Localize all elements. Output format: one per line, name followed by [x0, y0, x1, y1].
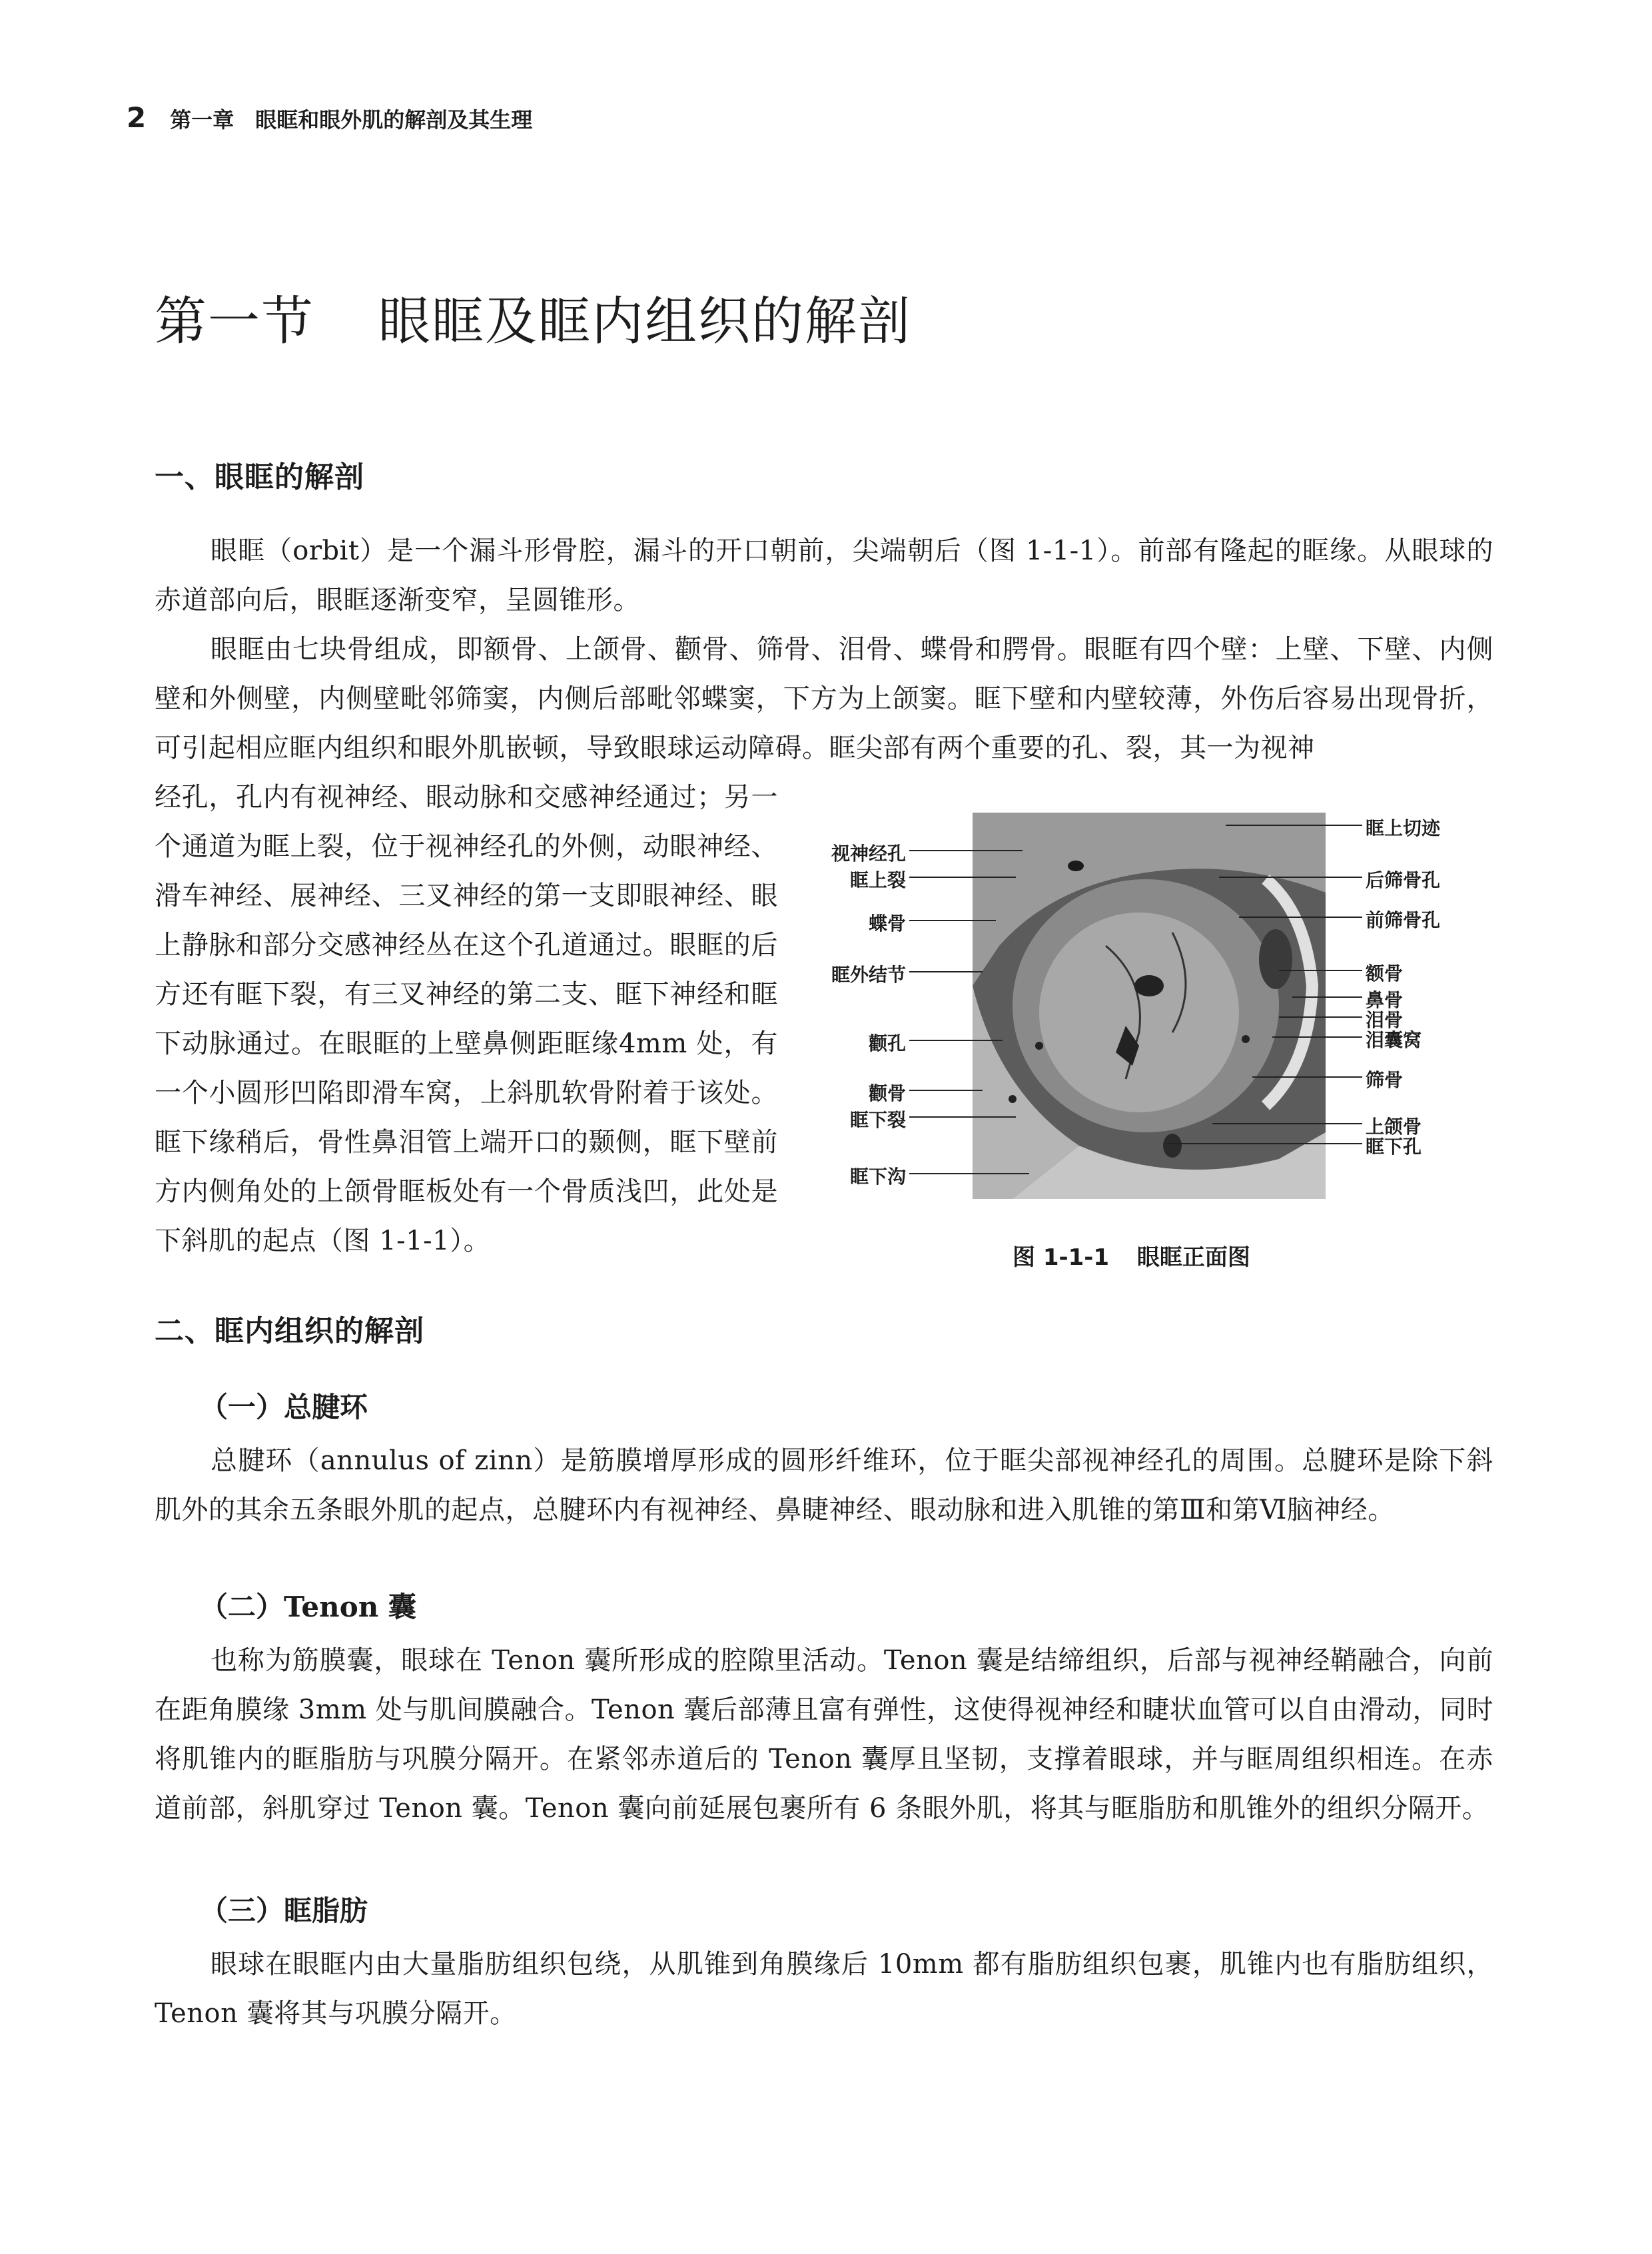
label-frontal-bone: 额骨 [1366, 962, 1404, 984]
section-number: 第一节 [155, 292, 315, 352]
orbit-photo [973, 813, 1326, 1199]
paragraph-orbit-fissures: 经孔，孔内有视神经、眼动脉和交感神经通过；另一个通道为眶上裂，位于视神经孔的外侧，动眼神经、滑车神经、展神经、三叉神经的第一支即眼神经、眼上静脉和部分交感神经丛在这个孔道通过。眼眶的后方还有眶下裂，有三叉神经的第二支、眶下神经和眶下动脉通过。在眼眶的上壁鼻侧距眶缘4mm 处，有一个小圆形凹陷即滑车窝，上斜肌软骨附着于该处。眶下缘稍后，骨性鼻泪管上端开口的颞侧，眶下壁前方内侧角处的上颌骨眶板处有一个骨质浅凹，此处是下斜肌的起点（图 1-1-1）。 [155, 782, 778, 1256]
heading-intraorbital-anatomy: 二、眶内组织的解剖 [155, 1314, 424, 1348]
figure-caption-number: 图 1-1-1 [1013, 1244, 1110, 1271]
leader-line [909, 1090, 983, 1091]
label-lacrimal-bone: 泪骨 [1366, 1009, 1404, 1031]
leader-line [1166, 1143, 1362, 1144]
leader-line [909, 1116, 1016, 1118]
label-nasal-bone: 鼻骨 [1366, 989, 1404, 1011]
figure-orbit-front-view [813, 813, 1492, 1279]
heading-tenon-capsule: （二）Tenon 囊 [200, 1591, 416, 1623]
label-optic-foramen: 视神经孔 [831, 843, 906, 865]
leader-line [1239, 917, 1362, 918]
paragraph-orbital-fat: 眼球在眼眶内由大量脂肪组织包绕，从肌锥到角膜缘后 10mm 都有脂肪组织包裹，肌锥内也有脂肪组织，Tenon 囊将其与巩膜分隔开。 [155, 1949, 1493, 2029]
label-supraorbital-notch: 眶上切迹 [1366, 817, 1441, 839]
paragraph-annulus-of-zinn: 总腱环（annulus of zinn）是筋膜增厚形成的圆形纤维环，位于眶尖部视神经孔的周围。总腱环是除下斜肌外的其余五条眼外肌的起点，总腱环内有视神经、鼻睫神经、眼动脉和进入肌锥的第Ⅲ和第Ⅵ脑神经。 [155, 1445, 1493, 1525]
running-header [127, 101, 532, 141]
heading-orbit-anatomy: 一、眼眶的解剖 [155, 460, 364, 494]
label-zygomatic-bone: 颧骨 [868, 1082, 906, 1104]
heading-annulus-of-zinn: （一）总腱环 [200, 1391, 368, 1423]
leader-line [1272, 1036, 1362, 1038]
label-maxilla: 上颌骨 [1366, 1116, 1422, 1138]
paragraph-orbit-intro: 眼眶（orbit）是一个漏斗形骨腔，漏斗的开口朝前，尖端朝后（图 1-1-1）。前部有隆起的眶缘。从眼球的赤道部向后，眼眶逐渐变窄，呈圆锥形。 [155, 536, 1493, 615]
label-inferior-orbital-fissure: 眶下裂 [849, 1109, 906, 1131]
leader-line [1279, 1016, 1362, 1018]
leader-line [909, 1040, 1003, 1041]
label-zygomatic-foramen: 颧孔 [868, 1032, 906, 1054]
section-title-text: 眼眶及眶内组织的解剖 [378, 292, 912, 352]
page-number: 2 [127, 101, 147, 134]
label-ethmoid-bone: 筛骨 [1366, 1069, 1404, 1091]
leader-line [1292, 996, 1362, 998]
figure-caption-text: 眼眶正面图 [1136, 1244, 1250, 1271]
label-posterior-ethmoidal-foramen: 后筛骨孔 [1366, 869, 1441, 891]
leader-line [1219, 877, 1362, 878]
leader-line [1252, 1076, 1362, 1078]
leader-line [1212, 1123, 1362, 1124]
leader-line [909, 850, 1023, 851]
label-lateral-orbital-tubercle: 眶外结节 [831, 964, 906, 986]
leader-line [909, 920, 996, 921]
leader-line [909, 1173, 1029, 1174]
label-anterior-ethmoidal-foramen: 前筛骨孔 [1366, 909, 1441, 931]
figure-caption [1013, 1239, 1250, 1272]
label-sphenoid: 蝶骨 [868, 913, 906, 935]
leader-line [909, 877, 1016, 878]
label-lacrimal-fossa: 泪囊窝 [1366, 1029, 1422, 1051]
chapter-label: 第一章 [170, 107, 234, 133]
leader-line [1226, 825, 1362, 826]
leader-line [1279, 970, 1362, 971]
label-infraorbital-groove: 眶下沟 [849, 1166, 906, 1188]
leader-line [909, 971, 983, 972]
heading-orbital-fat: （三）眶脂肪 [200, 1894, 368, 1927]
label-infraorbital-foramen: 眶下孔 [1366, 1136, 1422, 1158]
label-superior-orbital-fissure: 眶上裂 [849, 869, 906, 891]
paragraph-tenon-capsule: 也称为筋膜囊，眼球在 Tenon 囊所形成的腔隙里活动。Tenon 囊是结缔组织，后部与视神经鞘融合，向前在距角膜缘 3mm 处与肌间膜融合。Tenon 囊后部薄且富有弹性，这使得视神经和睫状血管可以自由滑动，同时将肌锥内的眶脂肪与巩膜分隔开。在紧邻赤道后的 Tenon 囊厚且坚韧，支撑着眼球，并与眶周组织相连。在赤道前部，斜肌穿过 Tenon 囊。Tenon 囊向前延展包裹所有 6 条眼外肌，将其与眶脂肪和肌锥外的组织分隔开。 [155, 1645, 1493, 1824]
orbit-illustration [973, 813, 1326, 1199]
paragraph-orbit-bones: 眼眶由七块骨组成，即额骨、上颌骨、颧骨、筛骨、泪骨、蝶骨和腭骨。眼眶有四个壁：上壁、下壁、内侧壁和外侧壁，内侧壁毗邻筛窦，内侧后部毗邻蝶窦，下方为上颌窦。眶下壁和内壁较薄，外伤后容易出现骨折，可引起相应眶内组织和眼外肌嵌顿，导致眼球运动障碍。眶尖部有两个重要的孔、裂，其一为视神 [155, 634, 1493, 763]
chapter-title: 眼眶和眼外肌的解剖及其生理 [255, 107, 533, 133]
section-title [155, 280, 911, 354]
